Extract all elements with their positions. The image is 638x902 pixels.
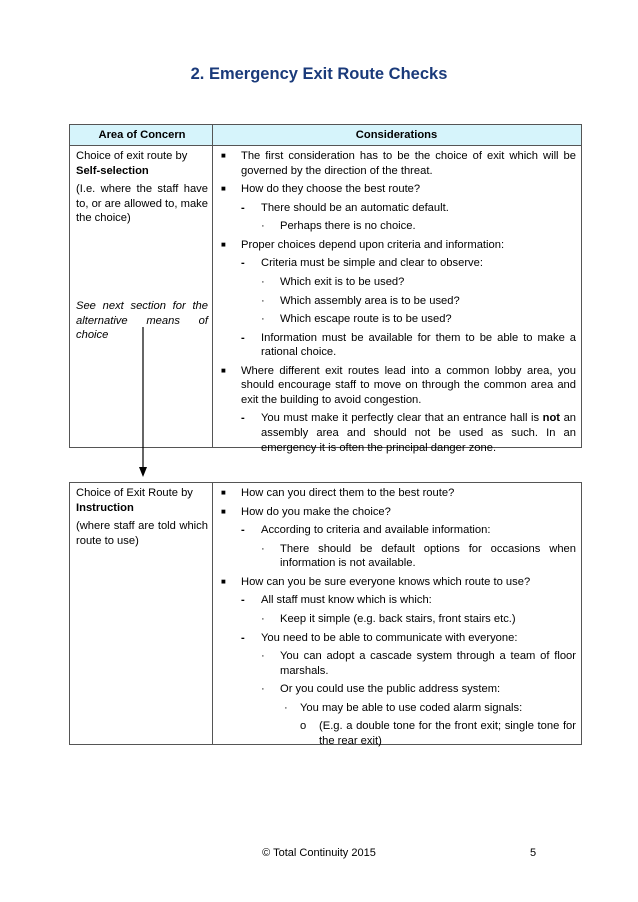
header-considerations: Considerations: [355, 129, 438, 141]
list-item: [217, 182, 576, 197]
area-description: (I.e. where the staff have to, or are allowed to, make the choice): [76, 183, 208, 225]
list-item-text: How do they choose the best route?: [241, 183, 421, 196]
bullet-marker: o: [300, 720, 307, 733]
list-item-text: How can you direct them to the best route?: [241, 487, 455, 499]
dash-marker: -: [241, 412, 245, 425]
list-item: [217, 364, 576, 408]
list-item: [217, 505, 576, 520]
header-area-of-concern: Area of Concern: [70, 125, 213, 145]
list-item-text: Where different exit routes lead into a common lobby area, you should encourage staff to move on through the common area and exit the building to avoid congestion.: [241, 364, 576, 406]
list-item-text: Or you could use the public address system:: [280, 683, 501, 696]
list-item: [217, 593, 576, 608]
considerations-cell: [213, 146, 581, 454]
list-item-text: You may be able to use coded alarm signals:: [300, 701, 523, 714]
page-title: 2. Emergency Exit Route Checks: [190, 65, 448, 83]
list-item: [217, 238, 576, 253]
bullet-marker: ·: [261, 683, 265, 696]
list-item: [217, 256, 576, 271]
list-item: [217, 312, 576, 327]
list-item-text: There should be an automatic default.: [261, 201, 449, 214]
area-title: [76, 149, 208, 178]
list-item: [217, 701, 576, 716]
list-item-text: How do you make the choice?: [241, 505, 391, 518]
bullet-marker: ■: [221, 151, 226, 160]
area-title-text: Choice of Exit Route by: [76, 487, 193, 499]
list-item-text: (E.g. a double tone for the front exit; single tone for the rear exit): [319, 720, 576, 747]
area-title-bold: Self-selection: [76, 164, 149, 177]
table-instruction: [69, 482, 582, 745]
list-item: [217, 612, 576, 627]
considerations-list: [217, 149, 576, 407]
bullet-marker: ·: [261, 313, 265, 326]
bullet-marker: -: [241, 631, 245, 644]
area-description: (where staff are told which route to use): [76, 520, 208, 547]
area-cell: [70, 483, 213, 744]
bullet-marker: ■: [221, 184, 226, 194]
list-item-text: Which assembly area is to be used?: [280, 294, 460, 307]
list-item: [217, 575, 576, 590]
list-item-text-continued: an assembly area and should not be used as such. In an emergency it is often the principal danger zone.: [261, 412, 577, 454]
bullet-marker: ■: [221, 365, 226, 375]
copyright-text: © Total Continuity 2015: [262, 847, 376, 859]
list-item-text: Proper choices depend upon criteria and information:: [241, 238, 505, 251]
bullet-marker: ■: [221, 576, 226, 586]
list-item: [217, 219, 576, 234]
list-item-emphasis: not: [542, 412, 561, 425]
list-item-text: According to criteria and available information:: [261, 524, 491, 537]
list-item: [217, 294, 576, 309]
list-item: [217, 411, 576, 455]
list-item: [217, 331, 576, 360]
area-title-bold: Instruction: [76, 501, 134, 514]
bullet-marker: ·: [261, 275, 265, 288]
list-item-text: There should be default options for occasions when information is not available.: [280, 542, 576, 570]
bullet-marker: ·: [261, 612, 265, 625]
list-item-text: How can you be sure everyone knows which route to use?: [241, 575, 531, 588]
bullet-marker: -: [241, 257, 245, 270]
page-number: 5: [530, 847, 537, 859]
bullet-marker: ·: [261, 650, 265, 663]
list-item-text: Criteria must be simple and clear to observe:: [261, 257, 483, 270]
bullet-marker: -: [241, 594, 245, 607]
bullet-marker: ■: [221, 506, 226, 516]
bullet-marker: ·: [261, 220, 265, 233]
considerations-list: [217, 486, 576, 748]
list-item: [217, 719, 576, 748]
list-item-text: You need to be able to communicate with everyone:: [261, 631, 518, 644]
list-item: [217, 682, 576, 697]
down-arrow-icon: [138, 327, 148, 477]
area-cross-reference: See next section for the alternative means of choice: [76, 300, 208, 342]
bullet-marker: -: [241, 524, 245, 537]
list-item: [217, 523, 576, 538]
list-item-text: Which escape route is to be used?: [280, 313, 452, 326]
list-item: [217, 542, 576, 571]
list-item-text: Keep it simple (e.g. back stairs, front stairs etc.): [280, 612, 516, 625]
list-item: [217, 275, 576, 290]
list-item-text: Which exit is to be used?: [280, 275, 405, 288]
area-title: [76, 486, 208, 515]
bullet-marker: -: [241, 201, 245, 214]
list-item: [217, 486, 576, 501]
bullet-marker: ·: [284, 701, 288, 714]
list-item-text: You can adopt a cascade system through a team of floor marshals.: [280, 650, 576, 677]
area-title-text: Choice of exit route by: [76, 150, 188, 162]
table-header-row: [70, 125, 581, 146]
list-item-text: Information must be available for them to be able to make a rational choice.: [261, 331, 576, 359]
list-item: [217, 631, 576, 646]
list-item: [217, 149, 576, 178]
list-item-text: Perhaps there is no choice.: [280, 220, 416, 233]
list-item-text: All staff must know which is which:: [261, 594, 432, 607]
bullet-marker: ·: [261, 294, 265, 307]
bullet-marker: ·: [261, 542, 265, 555]
considerations-cell: [213, 483, 581, 747]
bullet-marker: ■: [221, 488, 226, 497]
bullet-marker: -: [241, 331, 245, 344]
list-item-text: The first consideration has to be the choice of exit which will be governed by the direction of the threat.: [241, 150, 576, 177]
list-item-text: You must make it perfectly clear that an entrance hall is: [261, 412, 540, 425]
table-row: [70, 483, 581, 747]
list-item: [217, 201, 576, 216]
bullet-marker: ■: [221, 239, 226, 249]
list-item: [217, 649, 576, 678]
